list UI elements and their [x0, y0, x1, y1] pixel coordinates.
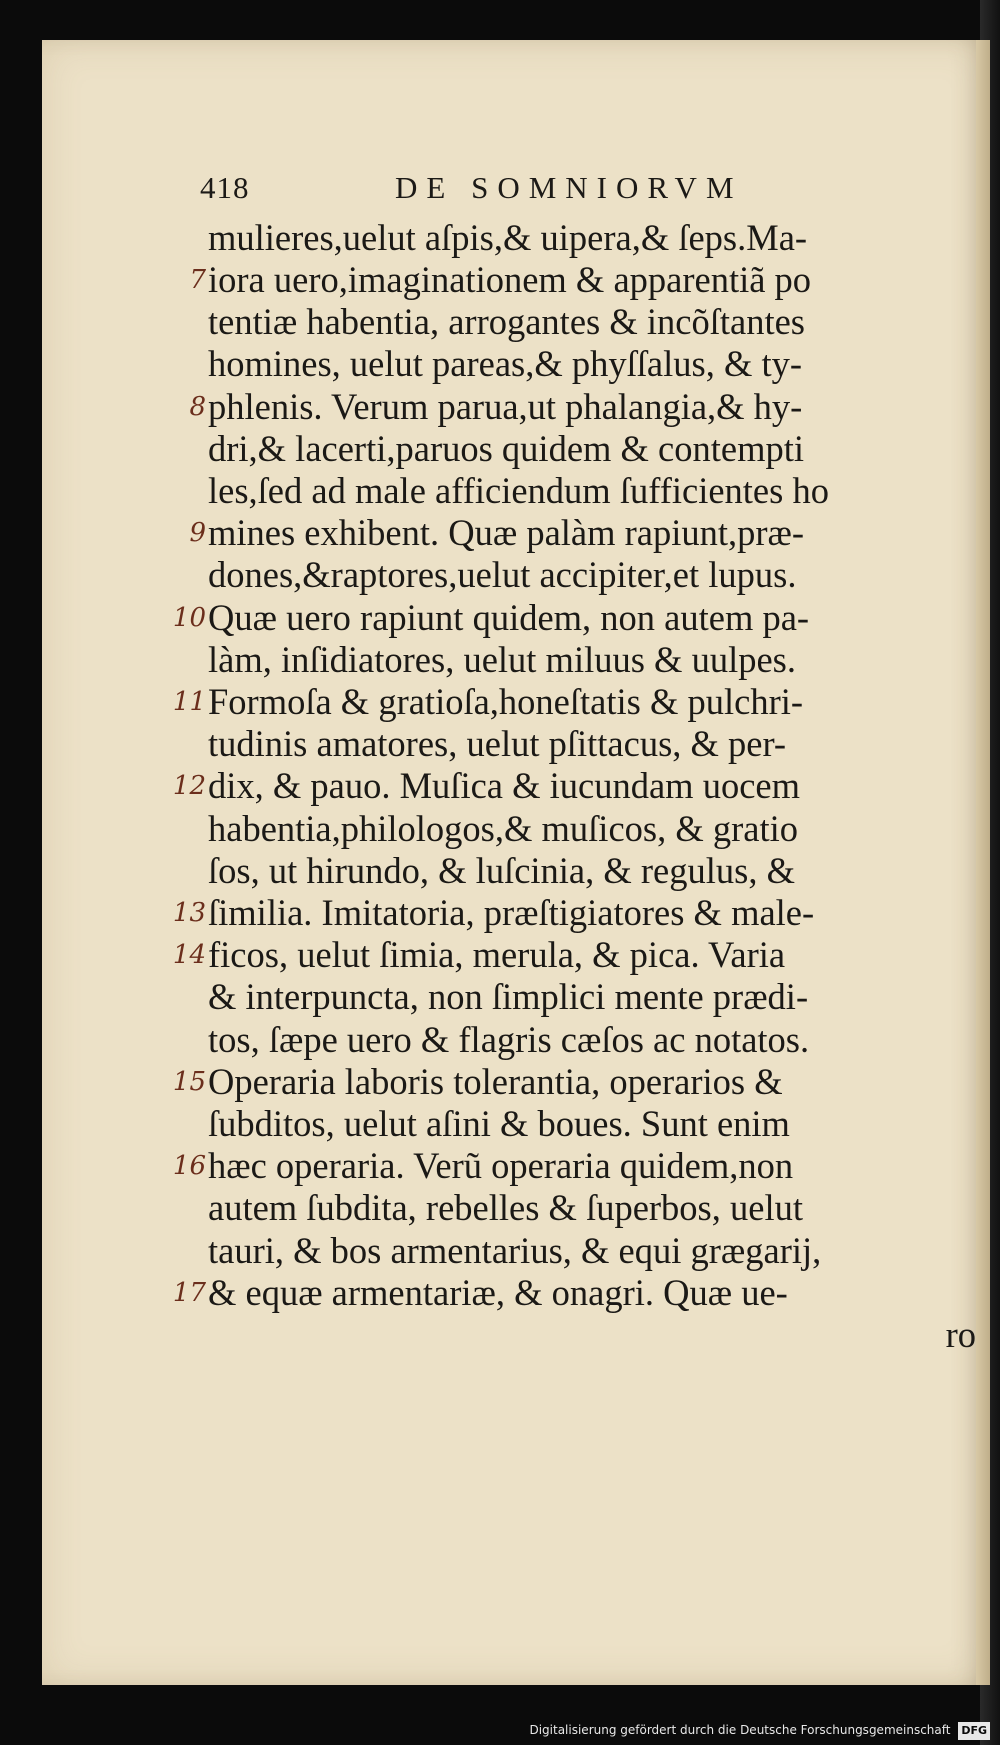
- text-line: ſimilia. Imitatoria, præſtigiatores & male-: [208, 892, 815, 933]
- text-line: ſubditos, uelut aſini & boues. Sunt enim: [208, 1103, 790, 1144]
- footer-text: Digitalisierung gefördert durch die Deutsche Forschungsgemeinschaft: [529, 1723, 951, 1737]
- text-line: iora uero,imaginationem & apparentiã po: [208, 259, 812, 300]
- text-line: & equæ armentariæ, & onagri. Quæ ue-: [208, 1272, 788, 1313]
- margin-note: 11: [172, 687, 206, 717]
- margin-note: 9: [189, 518, 206, 548]
- margin-note: 14: [172, 940, 206, 970]
- text-line: làm, inſidiatores, uelut miluus & uulpes.: [208, 639, 796, 680]
- running-title: DE SOMNIORVM: [395, 170, 743, 205]
- catchword: ro: [945, 1314, 976, 1355]
- digitization-credit: [529, 1721, 990, 1739]
- text-line: ſos, ut hirundo, & luſcinia, & regulus, &: [208, 850, 795, 891]
- text-line: mines exhibent. Quæ palàm rapiunt,præ-: [208, 512, 805, 553]
- text-line: tudinis amatores, uelut pſittacus, & per-: [208, 723, 787, 764]
- text-line: Operaria laboris tolerantia, operarios &: [208, 1061, 783, 1102]
- margin-note: 13: [172, 898, 206, 928]
- page-number: 418: [200, 170, 250, 205]
- text-line: & interpuncta, non ſimplici mente prædi-: [208, 976, 809, 1017]
- margin-note: 15: [172, 1067, 206, 1097]
- text-line: tos, ſæpe uero & flagris cæſos ac notatos.: [208, 1019, 810, 1060]
- page-edge: [976, 40, 990, 1685]
- text-line: autem ſubdita, rebelles & ſuperbos, uelut: [208, 1187, 803, 1228]
- text-line: habentia,philologos,& muſicos, & gratio: [208, 808, 799, 849]
- margin-note: 10: [172, 603, 206, 633]
- margin-note: 16: [172, 1151, 206, 1181]
- text-line: dones,&raptores,uelut accipiter,et lupus.: [208, 554, 797, 595]
- text-line: dri,& lacerti,paruos quidem & contempti: [208, 428, 805, 469]
- text-line: Formoſa & gratioſa,honeſtatis & pulchri-: [208, 681, 804, 722]
- text-line: tauri, & bos armentarius, & equi grægarij,: [208, 1230, 822, 1271]
- text-line: ficos, uelut ſimia, merula, & pica. Varia: [208, 934, 786, 975]
- margin-note: 7: [189, 265, 206, 295]
- margin-note: 8: [189, 392, 206, 422]
- running-head: [200, 170, 820, 210]
- text-line: hæc operaria. Verũ operaria quidem,non: [208, 1145, 794, 1186]
- text-line: les,ſed ad male afficiendum ſufficientes ho: [208, 470, 829, 511]
- text-line: mulieres,uelut aſpis,& uipera,& ſeps.Ma-: [208, 217, 808, 258]
- dfg-logo: DFG: [958, 1722, 990, 1740]
- text-line: phlenis. Verum parua,ut phalangia,& hy-: [208, 386, 803, 427]
- text-line: Quæ uero rapiunt quidem, non autem pa-: [208, 597, 810, 638]
- margin-note: 12: [172, 771, 206, 801]
- text-line: homines, uelut pareas,& phyſſalus, & ty-: [208, 343, 803, 384]
- margin-note: 17: [172, 1278, 206, 1308]
- text-line: tentiæ habentia, arrogantes & incõſtantes: [208, 301, 805, 342]
- text-line: dix, & pauo. Muſica & iucundam uocem: [208, 765, 800, 806]
